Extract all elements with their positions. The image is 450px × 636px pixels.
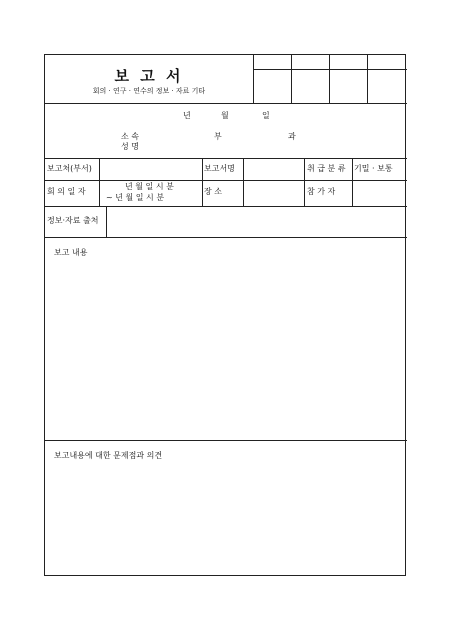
approval-sign-cell-1[interactable] bbox=[254, 70, 290, 102]
report-subtitle: 회의 · 연구 · 연수의 정보 · 자료 기타 bbox=[92, 87, 206, 95]
affiliation-label: 소 속 bbox=[121, 132, 139, 141]
place-label: 장 소 bbox=[204, 187, 222, 196]
report-content-label: 보고 내용 bbox=[54, 248, 88, 257]
handling-class-label: 취 급 분 류 bbox=[307, 164, 346, 173]
date-month-label: 월 bbox=[221, 111, 229, 120]
meeting-end-time[interactable]: ~ 년 월 일 시 분 bbox=[106, 193, 165, 202]
recipient-field[interactable] bbox=[100, 159, 201, 179]
recipient-label: 보고처(부서) bbox=[47, 164, 92, 173]
opinion-area[interactable] bbox=[46, 464, 406, 574]
source-field[interactable] bbox=[107, 207, 406, 236]
approval-sign-cell-2[interactable] bbox=[292, 70, 328, 102]
source-label: 정보·자료 출처 bbox=[47, 216, 99, 225]
section-label: 과 bbox=[288, 132, 296, 141]
report-name-field[interactable] bbox=[244, 159, 303, 179]
name-label: 성 명 bbox=[121, 142, 139, 151]
attendees-field[interactable] bbox=[353, 181, 406, 205]
report-content-area[interactable] bbox=[46, 261, 406, 439]
department-label: 부 bbox=[214, 132, 222, 141]
opinion-label: 보고내용에 대한 문제점과 의견 bbox=[54, 451, 163, 460]
approval-sign-cell-4[interactable] bbox=[368, 70, 406, 102]
meeting-date-label: 회 의 일 자 bbox=[47, 187, 86, 196]
place-field[interactable] bbox=[244, 181, 303, 205]
meeting-start-time[interactable]: 년 월 일 시 분 bbox=[125, 182, 174, 191]
report-name-label: 보고서명 bbox=[204, 164, 235, 173]
date-day-label: 일 bbox=[262, 111, 270, 120]
date-year-label: 년 bbox=[183, 111, 191, 120]
attendees-label: 참 가 자 bbox=[307, 187, 336, 196]
report-title: 보 고 서 bbox=[114, 67, 184, 85]
report-form bbox=[44, 54, 406, 576]
handling-class-value[interactable]: 기밀 · 보통 bbox=[354, 164, 393, 173]
approval-sign-cell-3[interactable] bbox=[330, 70, 366, 102]
